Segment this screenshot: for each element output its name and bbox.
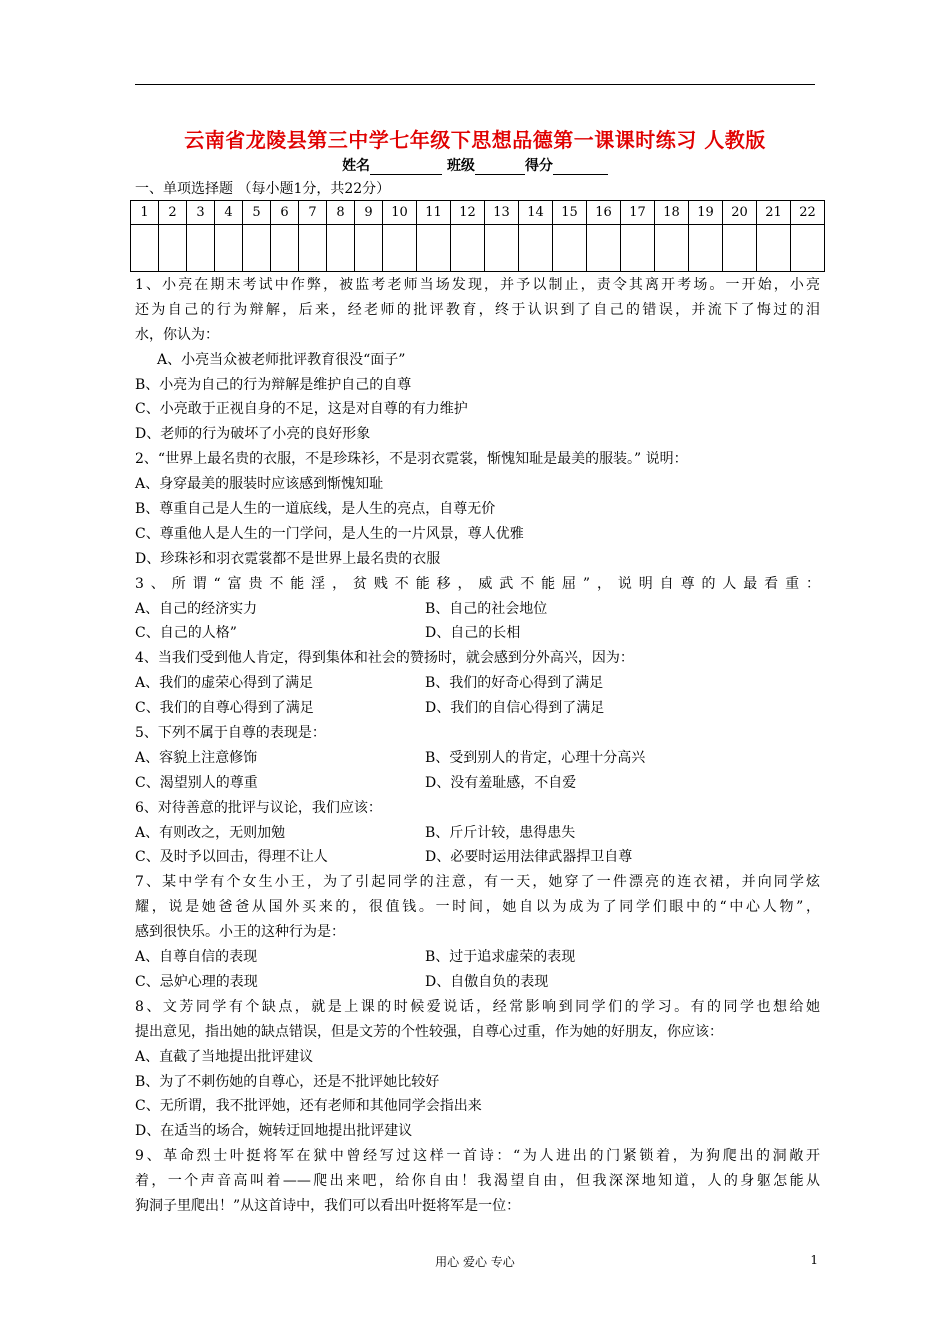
option-row [135, 970, 820, 995]
option-row [135, 671, 820, 696]
answer-number-cell: 6 [271, 201, 299, 225]
answer-number-cell: 17 [621, 201, 655, 225]
answer-number-cell: 4 [215, 201, 243, 225]
answer-number-cell: 20 [723, 201, 757, 225]
option-d[interactable]: D、没有羞耻感，不自爱 [425, 774, 577, 791]
answer-number-cell: 2 [159, 201, 187, 225]
question-block [135, 796, 820, 871]
answer-number-cell: 21 [757, 201, 791, 225]
option-c[interactable]: C、无所谓，我不批评她，还有老师和其他同学会指出来 [135, 1098, 482, 1115]
option-row [135, 696, 820, 721]
answer-input-cell[interactable] [485, 225, 519, 272]
answer-input-cell[interactable] [159, 225, 187, 272]
option-a[interactable]: A、自尊自信的表现 [135, 949, 258, 966]
option-row [135, 621, 820, 646]
option-b[interactable]: B、我们的好奇心得到了满足 [425, 675, 604, 692]
option-c[interactable]: C、小亮敢于正视自身的不足，这是对自尊的有力维护 [135, 401, 468, 418]
option-a[interactable]: A、小亮当众被老师批评教育很没“面子” [157, 351, 406, 368]
answer-number-row [131, 201, 825, 225]
answer-number-cell: 5 [243, 201, 271, 225]
answer-number-cell: 13 [485, 201, 519, 225]
answer-number-cell: 18 [655, 201, 689, 225]
answer-input-cell[interactable] [553, 225, 587, 272]
answer-grid [130, 200, 825, 272]
option-c[interactable]: C、自己的人格” [135, 625, 237, 642]
answer-number-cell: 8 [327, 201, 355, 225]
question-stem-line: 狗洞子里爬出！”从这首诗中，我们可以看出叶挺将军是一位： [135, 1197, 521, 1214]
question-stem-line: 9、革命烈士叶挺将军在狱中曾经写过这样一首诗：“为人进出的门紧锁着，为狗爬出的洞敞开 [135, 1148, 820, 1165]
question-block [135, 273, 820, 447]
question-stem-line: 耀，说是她爸爸从国外买来的，很值钱。一时间，她自以为成为了同学们眼中的“中心人物”， [135, 899, 820, 916]
option-d[interactable]: D、自傲自负的表现 [425, 973, 549, 990]
score-label: 得分 [524, 158, 553, 174]
answer-number-cell: 15 [553, 201, 587, 225]
option-row [135, 845, 820, 870]
answer-number-cell: 14 [519, 201, 553, 225]
answer-input-cell[interactable] [299, 225, 327, 272]
option-a[interactable]: A、有则改之，无则加勉 [135, 824, 286, 841]
answer-blank-row [131, 225, 825, 272]
option-d[interactable]: D、在适当的场合，婉转迂回地提出批评建议 [135, 1123, 413, 1140]
answer-input-cell[interactable] [655, 225, 689, 272]
option-row [135, 771, 820, 796]
question-stem-line: 着，一个声音高叫着——爬出来吧，给你自由！我渴望自由，但我深深地知道，人的身躯怎能从 [135, 1173, 820, 1190]
option-b[interactable]: B、斤斤计较，患得患失 [425, 824, 576, 841]
option-c[interactable]: C、我们的自尊心得到了满足 [135, 700, 314, 717]
option-d[interactable]: D、老师的行为破坏了小亮的良好形象 [135, 426, 371, 443]
question-block [135, 572, 820, 647]
class-label: 班级 [446, 158, 475, 174]
answer-input-cell[interactable] [757, 225, 791, 272]
option-c[interactable]: C、及时予以回击，得理不让人 [135, 849, 328, 866]
option-c[interactable]: C、渴望别人的尊重 [135, 774, 258, 791]
question-stem-line: 6、对待善意的批评与议论，我们应该： [135, 799, 382, 816]
question-block [135, 995, 820, 1144]
question-stem-line: 提出意见，指出她的缺点错误，但是文芳的个性较强，自尊心过重，作为她的好朋友，你应该： [135, 1023, 723, 1040]
question-stem-line: 4、当我们受到他人肯定，得到集体和社会的赞扬时，就会感到分外高兴，因为： [135, 650, 634, 667]
answer-input-cell[interactable] [791, 225, 825, 272]
option-c[interactable]: C、尊重他人是人生的一门学问，是人生的一片风景，尊人优雅 [135, 525, 524, 542]
answer-input-cell[interactable] [271, 225, 299, 272]
answer-number-cell: 22 [791, 201, 825, 225]
name-blank[interactable] [370, 160, 442, 175]
question-block [135, 870, 820, 994]
answer-input-cell[interactable] [327, 225, 355, 272]
section-heading: 一、单项选择题 （每小题1分，共22分） [135, 181, 391, 197]
question-stem-line: 还为自己的行为辩解，后来，经老师的批评教育，终于认识到了自己的错误，并流下了悔过的泪 [135, 301, 820, 318]
class-blank[interactable] [475, 160, 525, 175]
answer-input-cell[interactable] [689, 225, 723, 272]
option-d[interactable]: D、我们的自信心得到了满足 [425, 700, 605, 717]
question-stem-line: 3、所谓“富贵不能淫，贫贱不能移，威武不能屈”，说明自尊的人最看重： [135, 575, 820, 592]
answer-input-cell[interactable] [519, 225, 553, 272]
footer-motto: 用心 爱心 专心 [435, 1255, 515, 1269]
option-a[interactable]: A、我们的虚荣心得到了满足 [135, 675, 314, 692]
answer-number-cell: 3 [187, 201, 215, 225]
page-number: 1 [810, 1253, 818, 1267]
option-d[interactable]: D、自己的长相 [425, 625, 521, 642]
answer-input-cell[interactable] [451, 225, 485, 272]
answer-number-cell: 16 [587, 201, 621, 225]
option-a[interactable]: A、容貌上注意修饰 [135, 749, 258, 766]
question-block [135, 646, 820, 721]
answer-number-cell: 19 [689, 201, 723, 225]
answer-input-cell[interactable] [215, 225, 243, 272]
answer-input-cell[interactable] [383, 225, 417, 272]
answer-number-cell: 12 [451, 201, 485, 225]
option-a[interactable]: A、身穿最美的服装时应该感到惭愧知耻 [135, 476, 384, 493]
option-b[interactable]: B、小亮为自己的行为辩解是维护自己的自尊 [135, 376, 412, 393]
question-block [135, 1144, 820, 1219]
answer-input-cell[interactable] [243, 225, 271, 272]
page-title: 云南省龙陵县第三中学七年级下思想品德第一课课时练习 人教版 [184, 128, 766, 152]
option-b[interactable]: B、受到别人的肯定，心理十分高兴 [425, 749, 646, 766]
answer-input-cell[interactable] [417, 225, 451, 272]
option-d[interactable]: D、必要时运用法律武器捍卫自尊 [425, 849, 633, 866]
option-b[interactable]: B、为了不刺伤她的自尊心，还是不批评她比较好 [135, 1073, 440, 1090]
answer-number-cell: 10 [383, 201, 417, 225]
answer-number-cell: 11 [417, 201, 451, 225]
question-stem-line: 8、文芳同学有个缺点，就是上课的时候爱说话，经常影响到同学们的学习。有的同学也想给她 [135, 998, 820, 1015]
option-d[interactable]: D、珍珠衫和羽衣霓裳都不是世界上最名贵的衣服 [135, 550, 441, 567]
answer-number-cell: 9 [355, 201, 383, 225]
questions-body [135, 273, 820, 1219]
option-b[interactable]: B、过于追求虚荣的表现 [425, 949, 576, 966]
answer-input-cell[interactable] [355, 225, 383, 272]
question-stem-line: 1、小亮在期末考试中作弊，被监考老师当场发现，并予以制止，责令其离开考场。一开始，小亮 [135, 277, 820, 293]
option-a[interactable]: A、直截了当地提出批评建议 [135, 1048, 314, 1065]
option-b[interactable]: B、尊重自己是人生的一道底线，是人生的亮点，自尊无价 [135, 501, 496, 518]
answer-input-cell[interactable] [723, 225, 757, 272]
option-row [135, 821, 820, 846]
option-c[interactable]: C、忌妒心理的表现 [135, 973, 258, 990]
name-label: 姓名 [342, 158, 371, 174]
question-stem-line: 7、某中学有个女生小王，为了引起同学的注意，有一天，她穿了一件漂亮的连衣裙，并向同学炫 [135, 874, 820, 891]
option-row [135, 945, 820, 970]
option-row [135, 746, 820, 771]
question-stem-line: 5、下列不属于自尊的表现是： [135, 725, 326, 742]
option-a[interactable]: A、自己的经济实力 [135, 600, 258, 617]
option-b[interactable]: B、自己的社会地位 [425, 600, 548, 617]
question-stem-line: 水，你认为： [135, 326, 219, 343]
student-info-line [0, 155, 950, 175]
answer-number-cell: 1 [131, 201, 159, 225]
question-stem-line: 2、“世界上最名贵的衣服，不是珍珠衫，不是羽衣霓裳，惭愧知耻是最美的服装。” 说明： [135, 451, 688, 468]
answer-input-cell[interactable] [621, 225, 655, 272]
answer-input-cell[interactable] [587, 225, 621, 272]
header-rule [135, 84, 815, 85]
question-stem-line: 感到很快乐。小王的这种行为是： [135, 924, 345, 941]
question-block [135, 447, 820, 571]
option-row [135, 597, 820, 622]
answer-input-cell[interactable] [131, 225, 159, 272]
score-blank[interactable] [553, 160, 608, 175]
question-block [135, 721, 820, 796]
answer-number-cell: 7 [299, 201, 327, 225]
answer-input-cell[interactable] [187, 225, 215, 272]
